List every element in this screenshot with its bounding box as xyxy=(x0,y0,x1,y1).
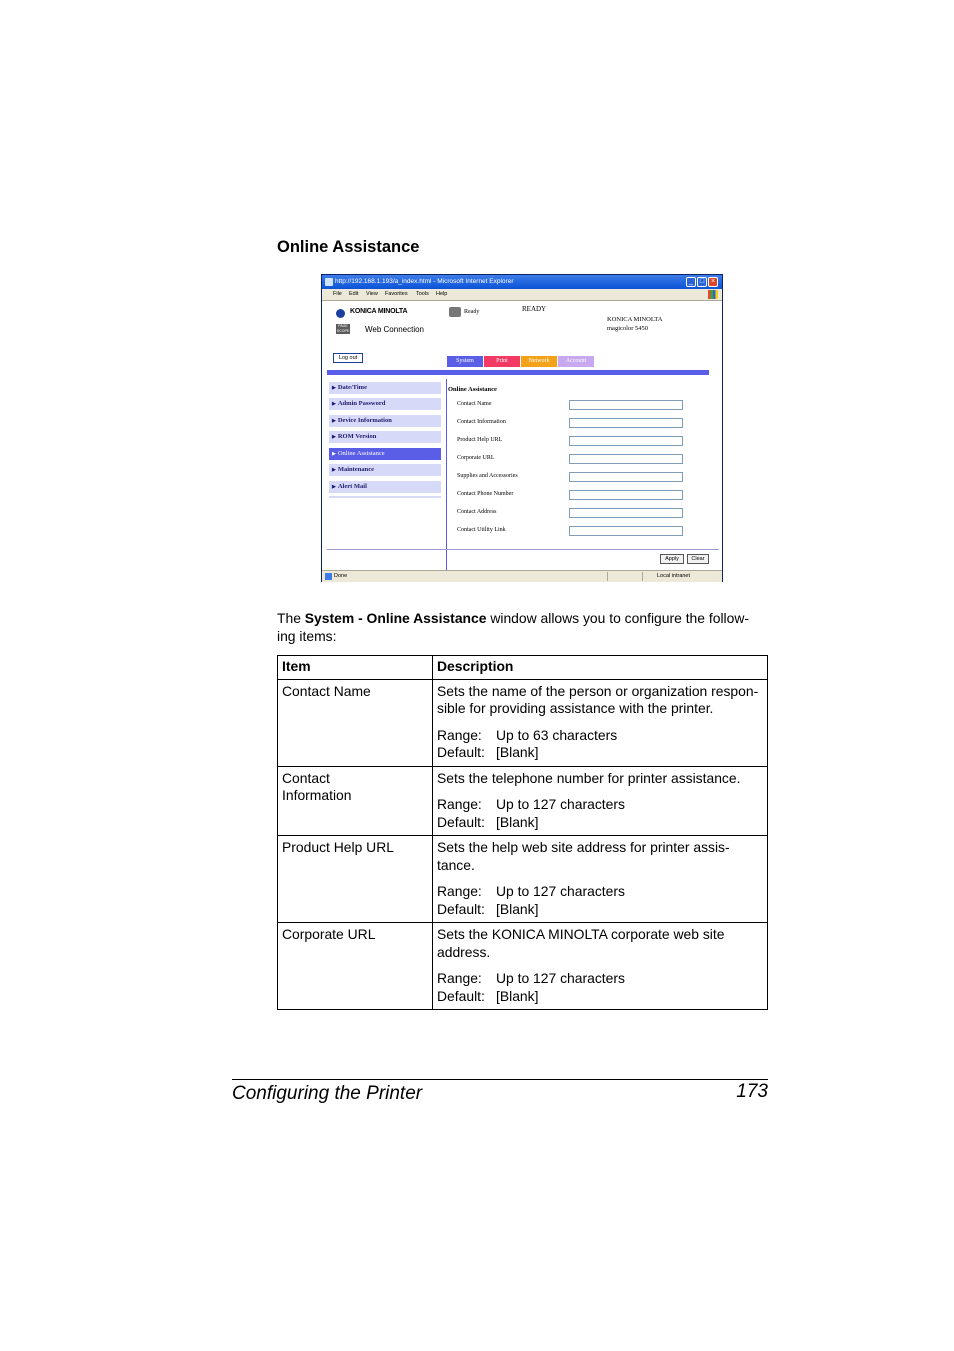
default-line: Default: [Blank] xyxy=(437,900,539,917)
sidebar-item-date-time[interactable]: ▶ Date/Time xyxy=(329,382,441,394)
sidebar-item-alert-mail[interactable]: ▶ Alert Mail xyxy=(329,481,441,493)
field-label-supplies-and-accessories: Supplies and Accessories xyxy=(457,473,518,479)
item-cell: Corporate URL xyxy=(278,923,433,1010)
menu-help[interactable]: Help xyxy=(436,291,448,297)
table-row xyxy=(278,836,768,923)
tab-system[interactable]: System xyxy=(447,356,483,367)
arrow-right-icon: ▶ xyxy=(332,468,336,473)
status-separator xyxy=(642,572,643,581)
web-page-content xyxy=(323,301,721,570)
konica-minolta-logo-icon xyxy=(336,309,345,318)
field-label-contact-address: Contact Address xyxy=(457,509,497,515)
menu-view[interactable]: View xyxy=(366,291,378,297)
printer-icon xyxy=(449,307,461,317)
sidebar-bottom-rule xyxy=(329,496,441,498)
supplies-and-accessories-input[interactable] xyxy=(569,472,683,482)
description-cell: Sets the telephone number for printer assistance. Range: Up to 127 characters Default: [Blank] xyxy=(433,766,768,836)
footer-rule xyxy=(232,1079,768,1080)
status-text: Done xyxy=(334,573,348,579)
field-label-contact-utility-link: Contact Utility Link xyxy=(457,527,506,533)
column-header-item: Item xyxy=(278,656,433,680)
column-header-description: Description xyxy=(433,656,768,680)
browser-title: http://192.168.1.193/a_index.html - Microsoft Internet Explorer xyxy=(335,278,514,285)
product-help-url-input[interactable] xyxy=(569,436,683,446)
close-icon[interactable]: × xyxy=(708,277,718,287)
range-line: Range: Up to 127 characters xyxy=(437,883,625,899)
sidebar-item-online-assistance[interactable]: ▶ Online Assistance xyxy=(329,448,441,460)
contact-phone-number-input[interactable] xyxy=(569,490,683,500)
field-label-corporate-url: Corporate URL xyxy=(457,455,495,461)
browser-titlebar xyxy=(322,275,722,289)
brand-name: KONICA MINOLTA xyxy=(607,316,663,323)
table-row xyxy=(278,766,768,836)
menu-favorites[interactable]: Favorites xyxy=(385,291,408,297)
browser-statusbar xyxy=(322,570,722,582)
printer-status: READY xyxy=(522,305,547,313)
field-label-contact-phone-number: Contact Phone Number xyxy=(457,491,514,497)
maximize-icon[interactable]: □ xyxy=(697,277,707,287)
item-cell: Product Help URL xyxy=(278,836,433,923)
sidebar-item-admin-password[interactable]: ▶ Admin Password xyxy=(329,398,441,410)
windows-logo-icon xyxy=(708,290,718,299)
contact-address-input[interactable] xyxy=(569,508,683,518)
sidebar-item-device-information[interactable]: ▶ Device Information xyxy=(329,415,441,427)
tab-account[interactable]: Account xyxy=(558,356,594,367)
section-title: Online Assistance xyxy=(277,238,420,256)
arrow-right-icon: ▶ xyxy=(332,402,336,407)
minimize-icon[interactable]: _ xyxy=(686,277,696,287)
field-label-contact-information: Contact Information xyxy=(457,419,506,425)
sidebar-item-maintenance[interactable]: ▶ Maintenance xyxy=(329,464,441,476)
description-cell: Sets the name of the person or organization respon- sible for providing assistance with the printer. Range: Up to 63 characters Default: [Blank] xyxy=(433,679,768,766)
tab-network[interactable]: Network xyxy=(521,356,557,367)
default-line: Default: [Blank] xyxy=(437,987,539,1004)
arrow-right-icon: ▶ xyxy=(332,386,336,391)
intro-paragraph: The System - Online Assistance window allows you to configure the follow- ing items: xyxy=(277,610,749,644)
item-cell: Contact Name xyxy=(278,679,433,766)
contact-name-input[interactable] xyxy=(569,400,683,410)
security-zone-text: Local intranet xyxy=(657,573,691,579)
window-name: System - Online Assistance xyxy=(304,610,487,626)
arrow-right-icon: ▶ xyxy=(332,419,336,424)
browser-menubar xyxy=(322,289,722,301)
sidebar-divider xyxy=(446,379,447,575)
field-label-contact-name: Contact Name xyxy=(457,401,492,407)
sidebar-item-rom-version[interactable]: ▶ ROM Version xyxy=(329,431,441,443)
parameters-table xyxy=(277,655,768,1010)
menu-edit[interactable]: Edit xyxy=(349,291,359,297)
menu-tools[interactable]: Tools xyxy=(416,291,429,297)
ready-label: Ready xyxy=(464,309,480,315)
footer-chapter-title: Configuring the Printer xyxy=(232,1083,423,1104)
corporate-url-input[interactable] xyxy=(569,454,683,464)
menu-file[interactable]: File xyxy=(333,291,342,297)
range-line: Range: Up to 127 characters xyxy=(437,970,625,986)
description-cell: Sets the KONICA MINOLTA corporate web site address. Range: Up to 127 characters Default: [Blank] xyxy=(433,923,768,1010)
model-name: magicolor 5450 xyxy=(607,325,648,332)
contact-information-input[interactable] xyxy=(569,418,683,428)
clear-button[interactable]: Clear xyxy=(687,554,709,564)
table-header-row xyxy=(278,656,768,680)
page-done-icon xyxy=(325,573,332,580)
table-row xyxy=(278,923,768,1010)
default-line: Default: [Blank] xyxy=(437,744,539,760)
field-label-product-help-url: Product Help URL xyxy=(457,437,503,443)
apply-button[interactable]: Apply xyxy=(660,554,684,564)
description-cell: Sets the help web site address for printer assis- tance. Range: Up to 127 characters Default: [Blank] xyxy=(433,836,768,923)
item-cell: Contact Information xyxy=(278,766,433,836)
status-separator xyxy=(607,572,608,581)
menu-strip xyxy=(327,370,709,375)
arrow-right-icon: ▶ xyxy=(332,452,336,457)
pagescope-logo-icon: PAGE SCOPE xyxy=(336,324,350,333)
logout-button[interactable]: Log out xyxy=(333,353,363,363)
ie-icon xyxy=(325,278,333,286)
arrow-right-icon: ▶ xyxy=(332,485,336,490)
tab-print[interactable]: Print xyxy=(484,356,520,367)
konica-minolta-logo-text: KONICA MINOLTA xyxy=(350,308,408,315)
range-line: Range: Up to 63 characters xyxy=(437,726,618,743)
browser-window-screenshot xyxy=(321,274,723,582)
range-line: Range: Up to 127 characters xyxy=(437,796,625,812)
form-heading: Online Assistance xyxy=(448,386,497,393)
contact-utility-link-input[interactable] xyxy=(569,526,683,536)
page-number: 173 xyxy=(736,1081,768,1102)
table-row xyxy=(278,679,768,766)
arrow-right-icon: ▶ xyxy=(332,435,336,440)
web-connection-text: Web Connection xyxy=(365,325,424,334)
default-line: Default: [Blank] xyxy=(437,813,539,830)
form-footer-rule xyxy=(327,549,719,550)
